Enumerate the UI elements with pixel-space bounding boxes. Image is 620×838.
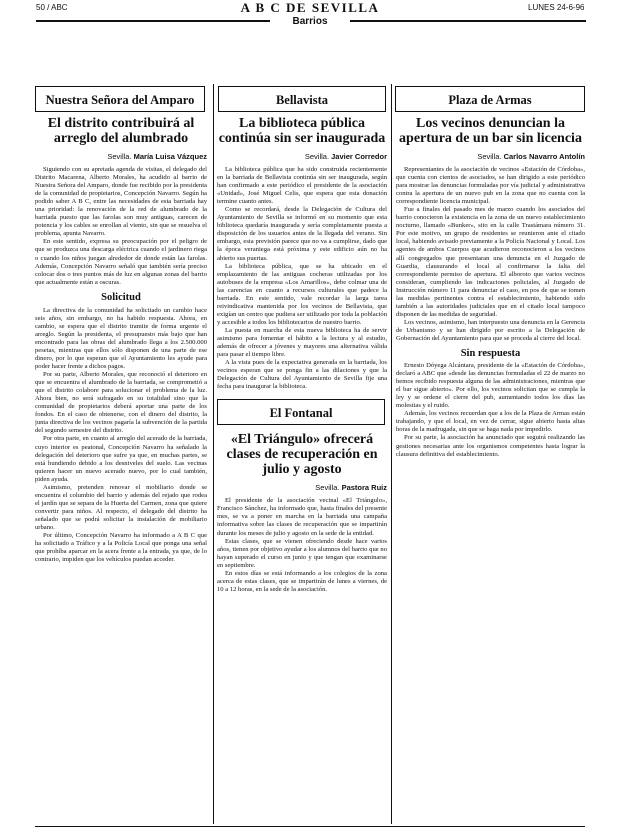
paragraph: Fue a finales del pasado mes de marzo cuando los asociados del barrio conocieron la existencia en la zona de un nuevo establecimiento nocturno, llamado «Bunker», sito en la calle Trastámara número 31. Por este motivo, un grupo de residentes se reunieron ante el citado local, habiendo avisado previamente a la Policía Nacional y Local. Los agentes de ambos Cuerpos que acudieron reconocieron a los vecinos allí congregados que presentaran una denuncia en el Juzgado de Guardia, clausurando el local al confirmarse la falta del correspondiente permiso de apertura. El alboroto que varios vecinos consideran, cumpliendo las indicaciones policiales, al Juzgado de Instrucción número 11 para denunciar el caso, en pos de que se tomen las medidas pertinentes contra el establecimiento, habiendo sido también a las autoridades judiciales que en el citado local tampoco disponen de las medidas de seguridad. bbox=[396, 206, 585, 318]
bottom-rule bbox=[35, 826, 585, 827]
paragraph: Asimismo, pretenden renovar el mobiliario donde se encuentra el columbio del barrio y además del rejado que rodea el jardín que se separa de la Huerta del Carmen, zona que quiere convertir para niños. Al respecto, el delegado del distrito ha señalado que se podrá solicitar la instalación de mobiliario urbano. bbox=[35, 483, 207, 531]
paragraph: En estos días se está informando a los colegios de la zona acerca de estas clases, que se impartirán de lunes a viernes, de 10 a 12 horas, en la sede de la asociación. bbox=[217, 569, 387, 593]
paragraph: Los vecinos, asimismo, han interpuesto una denuncia en la Gerencia de Urbanismo y se han dirigido por escrito a la Delegación de Gobernación del Ayuntamiento para que se proceda al cierre del local. bbox=[396, 318, 585, 342]
headline: Los vecinos denuncian la apertura de un bar sin licencia bbox=[399, 116, 582, 146]
headline: El distrito contribuirá al arreglo del alumbrado bbox=[47, 116, 195, 146]
paragraph: La biblioteca pública, que se ha ubicado en el emplazamiento de las antiguas cocheras utilizadas por los autobuses de la empresa «Los Amarillos», debe colmar una de las carencias en cuanto a recursos culturales que padece la barriada. En este sentido, vale recordar la larga tarea reivindicativa mantenida por los vecinos de Bellavista, que exigían un centro que pudiera ser utilizado por toda la población y accesible a todos los bibliotecarios de nuestro barrio. bbox=[217, 262, 387, 326]
byline bbox=[35, 152, 207, 161]
byline-city: Sevilla. bbox=[477, 152, 502, 161]
byline-author: María Luisa Vázquez bbox=[133, 152, 207, 161]
paragraph: En este sentido, expresa su preocupación por el peligro de que se produzca una descarga eléctrica cuando el jardinero riega o cuando los niños juegan alrededor de donde están las farolas. Además, Concepción Navarro señaló que también sería preciso colocar dos o tres puntos más de luz en algunas zonas del barrio que actualmente están a oscuras. bbox=[35, 238, 207, 286]
paragraph: Por último, Concepción Navarro ha informado a A B C que ha solicitado a Tráfico y a la Policía Local que ponga una señal que prohíba aparcar en la acera frente a la entrada, ya que, de lo contrario, impiden que los vehículos puedan acceder. bbox=[35, 532, 207, 564]
section-box-amparo: Nuestra Señora del Amparo bbox=[35, 86, 205, 112]
subheading: Sin respuesta bbox=[460, 348, 521, 360]
paragraph: Además, los vecinos recuerdan que a los de la Plaza de Armas están trabajando, y que el local, en vez de cerrar, sigue abierto hasta altas horas de la madrugada, sin que se haga nada por impedirlo. bbox=[396, 410, 585, 434]
paragraph: Como se recordará, desde la Delegación de Cultura del Ayuntamiento de Sevilla se informó en su momento que esta biblioteca quedaría inaugurada y sería completamente puesta a disposición de los usuarios antes de la llegada del verano. Sin embargo, esta previsión parece que no va a cumplirse, dado que la época veraniega está próxima y este edificio aún no ha abierto sus puertas. bbox=[217, 206, 387, 262]
byline-author: Javier Corredor bbox=[331, 152, 387, 161]
byline-city: Sevilla. bbox=[107, 152, 132, 161]
byline bbox=[217, 483, 387, 492]
paragraph: Estas clases, que se vienen ofreciendo desde hace varios años, tienen por objetivo ayudar a los alumnos del barrio que no hayan superado el curso en junio y que tengan que examinarse en septiembre. bbox=[217, 537, 387, 569]
section-box-plaza-de-armas: Plaza de Armas bbox=[395, 86, 585, 112]
byline bbox=[217, 152, 387, 161]
headline: La biblioteca pública continúa sin ser inaugurada bbox=[218, 116, 386, 146]
paragraph: La biblioteca pública que ha sido construida recientemente en la barriada de Bellavista continúa sin ser inaugurada, según han confirmado a este periódico el presidente de la asociación «Unidad», José Miguel Celis, que espera que esta donación termine cuanto antes. bbox=[217, 166, 387, 206]
paragraph: Ernesto Dóyega Alcántara, presidente de la «Estación de Córdoba», declaró a ABC que «desde las denuncias formuladas el 22 de marzo no hemos recibido respuesta alguna de las administraciones, mientras que el bar sigue abierto». Por ello, los vecinos solicitan que se cumpla la ley y se ordene el cierre del pub, aumentando todos los días las molestias y el ruido. bbox=[396, 362, 585, 410]
paragraph: La directiva de la comunidad ha solicitado un cambio hace seis años, sin embargo, no ha habido respuesta. Ahora, en cambio, se espera que el distrito tramite de forma urgente el arreglo. Según la presidenta, el presupuesto más bajo que han encontrado para las obras del alumbrado llega a los 2.500.000 pesetas, mientras que ellos sólo disponen de una parte de ese dinero, por lo que esperan que el Ayuntamiento les ayude para poder hacer frente a dichos pagos. bbox=[35, 306, 207, 371]
article-plaza-de-armas bbox=[396, 116, 585, 459]
paragraph: El presidente de la asociación vecinal «El Triángulo», Francisco Sánchez, ha informado que, hasta finales del presente mes, se va a poner en marcha en la barriada una campaña informativa sobre las clases de recuperación que se impartirán durante los meses de julio y agosto en la sede de la entidad. bbox=[217, 497, 387, 537]
section-box-fontanal: El Fontanal bbox=[217, 399, 385, 425]
masthead: A B C DE SEVILLA bbox=[240, 0, 380, 15]
byline bbox=[396, 152, 585, 161]
paragraph: Por su parte, la asociación ha anunciado que seguirá realizando las gestiones necesarias ante los organismos competentes hasta lograr la clausura definitiva del establecimiento. bbox=[396, 434, 585, 458]
paragraph: Siguiendo con su apretada agenda de visitas, el delegado del Distrito Macarena, Alberto Morales, ha acudido al barrio de Nuestra Señora del Amparo, donde fue recibido por la presidenta de la comunidad de propietarios, Concepción Navarro. Según ha podido saber A B C, entre las necesidades de esta barriada hay una prioridad: la renovación de la red de alumbrado de la barriada puesto que las farolas son muy antiguas, carecen de potencia y los cables se enrollan al viento, sin que se resuelva el problema, apunta Navarro. bbox=[35, 166, 207, 238]
paragraph: Representantes de la asociación de vecinos «Estación de Córdoba», que cuenta con cientos de asociados, se han dirigido a este periódico para mostrar las denuncias formuladas por vía judicial y administrativa contra la apertura de un nuevo pub en la zona que no cuenta con la correspondiente licencia municipal. bbox=[396, 166, 585, 206]
section-box-bellavista: Bellavista bbox=[218, 86, 386, 112]
paragraph: La puesta en marcha de esta nueva biblioteca ha de servir asimismo para fomentar el hábito a la lectura y al estudio, además de ofrecer a jóvenes y mayores una alternativa válida para pasar el tiempo libre. bbox=[217, 326, 387, 359]
page-number: 50 / ABC bbox=[36, 3, 68, 12]
section-label: Barrios bbox=[270, 16, 350, 27]
column-rule-2 bbox=[391, 84, 392, 824]
article-amparo bbox=[35, 116, 207, 564]
paragraph: Por otra parte, en cuanto al arreglo del acerado de la barriada, cuyo interior es peatonal, Concepción Navarro ha señalado la delegación del deterioro que sufre ya que, en muchas partes, se está hundiendo debido a los desniveles del suelo. Las vecinas quieren hacer un nuevo acerado nuevo, por lo cual también, piden ayuda. bbox=[35, 435, 207, 483]
byline-city: Sevilla. bbox=[315, 483, 340, 493]
column-rule-1 bbox=[213, 84, 214, 824]
issue-date: LUNES 24-6-96 bbox=[528, 3, 585, 12]
headline: «El Triángulo» ofrecerá clases de recuperación en julio y agosto bbox=[226, 432, 378, 478]
byline-author: Carlos Navarro Antolín bbox=[503, 152, 585, 161]
article-bellavista bbox=[217, 116, 387, 594]
byline-city: Sevilla. bbox=[304, 152, 330, 161]
subheading: Solicitud bbox=[101, 291, 141, 303]
paragraph: A la vista pues de la expectativa generada en la barriada, los vecinos esperan que se ponga fin a las dilaciones y que la Delegación de Cultura del Ayuntamiento de Sevilla fije una fecha para inaugurar la biblioteca. bbox=[217, 359, 387, 391]
paragraph: Por su parte, Alberto Morales, que reconoció el deterioro en que se encuentra el alumbrado de la barriada, se comprometió a que el distrito colabore para solucionar el problema de la luz. Ahora bien, no será sufragado en su totalidad sino que la comunidad de propietarios deberá aportar una parte de los fondos. En el caso de obtenerse, con el dinero del distrito, la junta directiva de los vecinos pagaría la subvención de la partida del segundo semestre del distrito. bbox=[35, 371, 207, 435]
byline-author: Pastora Ruiz bbox=[341, 483, 387, 493]
